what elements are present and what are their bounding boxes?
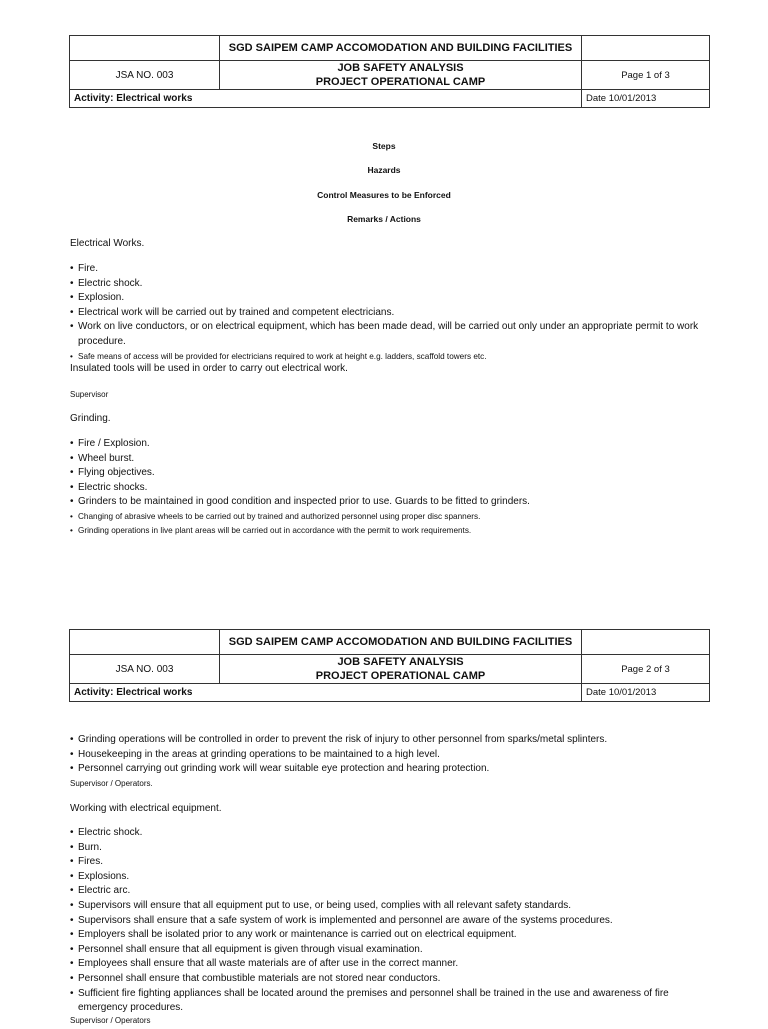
list-item: • Explosion.: [70, 291, 710, 306]
column-caption-hazards: Hazards: [367, 165, 401, 175]
column-caption-remarks: Remarks / Actions: [347, 214, 421, 224]
list-item: • Work on live conductors, or on electrical equipment, which has been made dead, will be carried out only under an appropriate permit to work procedure.: [70, 320, 710, 349]
list-item: • Supervisors shall ensure that a safe system of work is implemented and personnel are aware of the systems procedures.: [70, 914, 710, 929]
list-item: • Fire / Explosion.: [70, 437, 710, 452]
header-blank-cell: [582, 36, 710, 61]
section-title-electrical-equipment: Working with electrical equipment.: [70, 803, 222, 814]
jsa-header-table-page2: [69, 629, 710, 702]
jsa-title-line2: PROJECT OPERATIONAL CAMP: [315, 76, 486, 88]
jsa-title-line1: JOB SAFETY ANALYSIS: [337, 656, 464, 668]
jsa-number: JSA NO. 003: [70, 655, 220, 684]
grinding-list: [70, 437, 710, 538]
header-blank-cell: [70, 630, 220, 655]
list-item: • Explosions.: [70, 870, 710, 885]
list-item: • Housekeeping in the areas at grinding operations to be maintained to a high level.: [70, 748, 710, 763]
jsa-title-line1: JOB SAFETY ANALYSIS: [337, 62, 464, 74]
list-item: • Fires.: [70, 855, 710, 870]
list-item: • Employees shall ensure that all waste materials are of after use in the correct manner.: [70, 957, 710, 972]
list-item: • Electric arc.: [70, 884, 710, 899]
activity-label: Activity: Electrical works: [70, 684, 582, 702]
list-item: • Grinders to be maintained in good condition and inspected prior to use. Guards to be fitted to grinders.: [70, 495, 710, 510]
jsa-title-line2: PROJECT OPERATIONAL CAMP: [315, 670, 486, 682]
section-title-grinding: Grinding.: [70, 413, 111, 424]
list-item: • Electrical work will be carried out by trained and competent electricians.: [70, 306, 710, 321]
column-caption-control: Control Measures to be Enforced: [317, 190, 451, 200]
insulated-tools-text: Insulated tools will be used in order to carry out electrical work.: [70, 363, 348, 374]
section-title-electrical-works: Electrical Works.: [70, 238, 145, 249]
role-supervisor-operators-2: Supervisor / Operators: [70, 1016, 151, 1025]
header-blank-cell: [582, 630, 710, 655]
list-item: • Wheel burst.: [70, 452, 710, 467]
company-title: SGD SAIPEM CAMP ACCOMODATION AND BUILDING FACILITIES: [220, 630, 582, 655]
jsa-number: JSA NO. 003: [70, 61, 220, 90]
electrical-works-list: [70, 262, 710, 364]
jsa-title: [220, 61, 582, 90]
list-item: • Personnel shall ensure that combustible materials are not stored near conductors.: [70, 972, 710, 987]
list-item: • Changing of abrasive wheels to be carried out by trained and authorized personnel using proper disc spanners.: [70, 510, 710, 524]
list-item: • Electric shock.: [70, 826, 710, 841]
header-blank-cell: [70, 36, 220, 61]
list-item: • Flying objectives.: [70, 466, 710, 481]
list-item: • Electric shock.: [70, 277, 710, 292]
date-label: Date 10/01/2013: [582, 684, 710, 702]
grinding-controls-list: [70, 733, 710, 777]
list-item: • Sufficient fire fighting appliances shall be located around the premises and personnel shall be trained in the use and awareness of fire emergency procedures.: [70, 987, 710, 1016]
list-item: • Electric shocks.: [70, 481, 710, 496]
activity-label: Activity: Electrical works: [70, 90, 582, 108]
list-item: • Grinding operations will be controlled in order to prevent the risk of injury to other personnel from sparks/metal splinters.: [70, 733, 710, 748]
date-label: Date 10/01/2013: [582, 90, 710, 108]
list-item: • Fire.: [70, 262, 710, 277]
list-item: • Employers shall be isolated prior to any work or maintenance is carried out on electrical equipment.: [70, 928, 710, 943]
list-item: • Personnel shall ensure that all equipment is given through visual examination.: [70, 943, 710, 958]
electrical-equipment-list: [70, 826, 710, 1016]
role-supervisor-operators: Supervisor / Operators.: [70, 779, 153, 788]
page-number: Page 1 of 3: [582, 61, 710, 90]
list-item: • Supervisors will ensure that all equipment put to use, or being used, complies with all relevant safety standards.: [70, 899, 710, 914]
jsa-title: [220, 655, 582, 684]
column-caption-steps: Steps: [372, 141, 396, 151]
list-item: • Burn.: [70, 841, 710, 856]
role-supervisor: Supervisor: [70, 390, 109, 399]
list-item: • Personnel carrying out grinding work will wear suitable eye protection and hearing protection.: [70, 762, 710, 777]
list-item: • Grinding operations in live plant areas will be carried out in accordance with the permit to work requirements.: [70, 524, 710, 538]
page-number: Page 2 of 3: [582, 655, 710, 684]
list-item: • Safe means of access will be provided for electricians required to work at height e.g. ladders, scaffold towers etc.: [70, 350, 710, 364]
jsa-header-table-page1: [69, 35, 710, 108]
company-title: SGD SAIPEM CAMP ACCOMODATION AND BUILDING FACILITIES: [220, 36, 582, 61]
